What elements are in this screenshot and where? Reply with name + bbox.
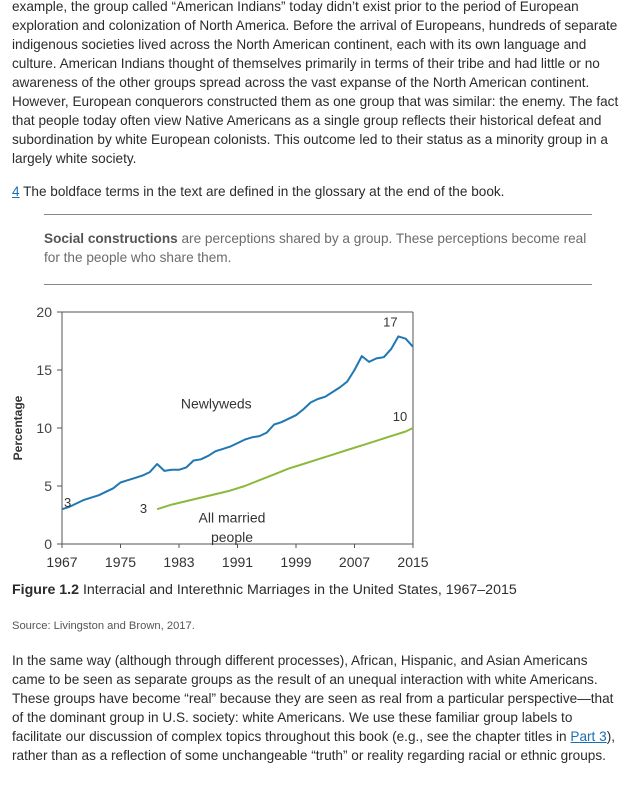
all-married-series-label-line2: people [210, 529, 254, 546]
footnote-text: The boldface terms in the text are defined in the glossary at the end of the book. [19, 184, 505, 199]
y-tick-label: 5 [44, 478, 52, 494]
x-tick-label: 1991 [221, 554, 254, 570]
part-3-link[interactable]: Part 3 [570, 729, 607, 744]
definition-box [44, 229, 592, 267]
x-tick-label: 2015 [397, 554, 429, 570]
body-paragraph-2 [12, 651, 624, 765]
figure-caption [12, 582, 517, 598]
x-tick-label: 1967 [46, 554, 78, 570]
x-tick-label: 1983 [163, 554, 195, 570]
y-tick-label: 20 [36, 304, 52, 320]
definition-divider-top [44, 214, 592, 215]
definition-text: are perceptions shared by a group. These perceptions become real for the people who share them. [44, 231, 587, 265]
newlyweds-series-label: Newlyweds [180, 395, 252, 412]
y-tick-label: 10 [36, 420, 52, 436]
newlyweds-start-label: 3 [64, 495, 72, 511]
x-tick-label: 1999 [280, 554, 312, 570]
all-married-series-label-line1: All married [198, 509, 266, 526]
figure-label: Figure 1.2 [12, 582, 80, 598]
definition-term: Social constructions [44, 231, 178, 246]
figure-source: Source: Livingston and Brown, 2017. [12, 620, 195, 632]
definition-divider-bottom [44, 284, 592, 285]
y-axis-title: Percentage [11, 395, 25, 461]
paragraph2-text-before: In the same way (although through different processes), African, Hispanic, and Asian Americans came to be seen as separate groups as the result of an unequal interaction with white Americans. These groups have become “real” because they are seen as real from a particular perspective—that of the dominant group in U.S. society: white Americans. We use these familiar group labels to facilitate our discussion of complex topics throughout this book (e.g., see the chapter titles in [12, 653, 614, 744]
footnote [12, 182, 504, 201]
figure-title: Interracial and Interethnic Marriages in the United States, 1967–2015 [79, 582, 517, 598]
body-paragraph-1: example, the group called “American Indians” today didn’t exist prior to the period of European exploration and colonization of North America. Before the arrival of Europeans, hundreds of separate indigenous societies lived across the North American continent, each with its own language and culture. American Indians thought of themselves primarily in terms of their tribe and had little or no awareness of the other groups spread across the vast expanse of the North American continent. However, European conquerors constructed them as one group that was similar: the enemy. The fact that people today often view Native Americans as a single group reflects their historical defeat and subordination by white European colonists. This outcome led to their status as a minority group in a largely white society. [12, 0, 619, 166]
y-tick-label: 0 [44, 536, 52, 552]
newlyweds-end-label: 17 [383, 314, 398, 330]
all-married-start-label: 3 [139, 501, 148, 517]
x-tick-label: 1975 [104, 554, 137, 570]
marriage-chart [0, 300, 635, 580]
x-tick-label: 2007 [338, 554, 371, 570]
footnote-link[interactable]: 4 [12, 184, 20, 199]
paragraph2-text-after: ), rather than as a reflection of some unchangeable “truth” or reality regarding racial or ethnic groups. [12, 729, 615, 763]
y-tick-label: 15 [36, 362, 52, 378]
all-married-end-label: 10 [392, 409, 408, 424]
all-married-line [157, 428, 413, 509]
newlyweds-line [62, 336, 413, 509]
